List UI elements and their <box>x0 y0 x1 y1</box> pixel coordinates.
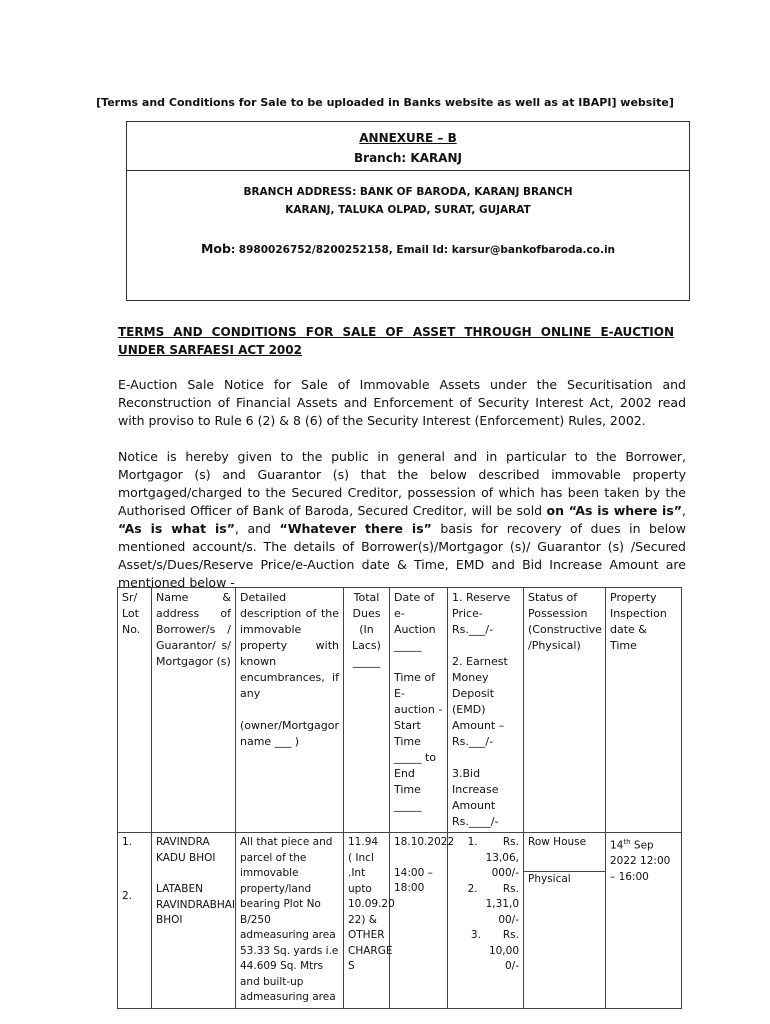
cell-inspection <box>606 833 682 1009</box>
table-header-row <box>118 588 682 833</box>
inspection-rest: Sep 2022 12:00 – 16:00 <box>610 839 671 883</box>
terms-heading: TERMS AND CONDITIONS FOR SALE OF ASSET THROUGH ONLINE E-AUCTION UNDER SARFAESI ACT 2002 <box>118 325 674 357</box>
inspection-sup: th <box>623 838 631 846</box>
header-emd: 2. Earnest Money Deposit (EMD) Amount – Rs.___/- <box>452 655 508 748</box>
header-dues: Total Dues (In Lacs) _____ <box>344 588 390 833</box>
notice-text-a: Notice is hereby given to the public in general and in particular to the Borrower, Mortgagor (s) and Guarantor (s) that the below described immovable property mortgaged/charged to the Secured Creditor, possession of which has been taken by the Authorised Officer of Bank of Baroda, Secured Creditor, will be sold <box>118 449 686 518</box>
reserve-item <box>452 835 519 882</box>
header-status: Status of Possession (Constructive /Physical) <box>524 588 606 833</box>
notice-bold-2: “As is what is” <box>118 521 235 536</box>
cell-status <box>524 833 606 1009</box>
reserve-value: Rs. 13,06, 000/- <box>485 836 520 879</box>
sr-2: 2. <box>122 889 133 902</box>
annexure-title: ANNEXURE – B <box>359 131 457 145</box>
auction-date: 18.10.2022 <box>394 836 455 848</box>
emd-num: 2. <box>467 882 478 895</box>
auction-time: 14:00 – 18:00 <box>394 866 433 894</box>
header-detail <box>236 588 344 833</box>
bid-item <box>452 928 519 975</box>
notice-text-c2: , and <box>234 521 280 536</box>
header-detail-owner: (owner/Mortgagor name ___ ) <box>240 719 339 748</box>
emd-item <box>452 882 519 929</box>
header-date <box>390 588 448 833</box>
table-row <box>118 833 682 1009</box>
status-possession: Physical <box>528 872 571 885</box>
auction-table <box>117 587 682 1009</box>
branch-address-line2: KARANJ, TALUKA OLPAD, SURAT, GUJARAT <box>285 204 531 216</box>
header-reserve: 1. Reserve Price- Rs.___/- <box>452 591 511 636</box>
notice-bold-3: “Whatever there is” <box>279 521 432 536</box>
notice-bold-1: on “As is where is” <box>546 503 683 518</box>
sr-1: 1. <box>122 836 133 848</box>
cell-sr <box>118 833 152 1009</box>
notice-text-d: basis for recovery of dues in below mentioned account/s. The details of Borrower(s)/Mortgagor (s)/ Guarantor (s) /Secured Asset/s/Dues/Reserve Price/e-Auction date & Time, EMD and Bid Increase Amount are mentioned below - <box>118 521 687 590</box>
branch-address-line1: BRANCH ADDRESS: BANK OF BARODA, KARANJ BRANCH <box>243 186 573 198</box>
bid-num: 3. <box>470 929 481 941</box>
cell-date <box>390 833 455 1009</box>
reserve-num: 1. <box>467 836 478 848</box>
mob-label: Mob <box>200 241 231 256</box>
notice-paragraph <box>118 448 686 592</box>
annexure-box <box>126 121 690 301</box>
header-bid: 3.Bid Increase Amount Rs.____/- <box>452 767 499 828</box>
bid-value: Rs. 10,00 0/- <box>488 929 519 972</box>
header-amounts <box>448 588 524 833</box>
status-type: Row House <box>528 836 587 848</box>
cell-amounts <box>448 833 524 1009</box>
mob-value: : 8980026752/8200252158, Email Id: karsur@bankofbaroda.co.in <box>230 244 616 256</box>
cell-dues: 11.94 ( Incl .Int upto 10.09.20 22) & OTHER CHARGE S <box>344 833 390 1009</box>
annexure-divider <box>127 170 689 171</box>
header-sr: Sr/ Lot No. <box>118 588 152 833</box>
upload-note: [Terms and Conditions for Sale to be uploaded in Banks website as well as at IBAPI] website] <box>96 96 674 109</box>
header-detail-text: Detailed description of the immovable property with known encumbrances, if any <box>240 591 339 700</box>
cell-detail: All that piece and parcel of the immovable property/land bearing Plot No B/250 admeasuring area 53.33 Sq. yards i.e 44.609 Sq. Mtrs and built-up admeasuring area <box>236 833 344 1009</box>
header-inspection: Property Inspection date & Time <box>606 588 682 833</box>
notice-text-c1: , <box>682 503 686 518</box>
emd-value: Rs. 1,31,0 00/- <box>485 882 520 926</box>
borrower-1: RAVINDRA KADU BHOI <box>156 836 216 864</box>
inspection-day: 14 <box>610 839 624 852</box>
intro-paragraph: E-Auction Sale Notice for Sale of Immovable Assets under the Securitisation and Reconstruction of Financial Assets and Enforcement of Security Interest Act, 2002 read with proviso to Rule 6 (2) & 8 (6) of the Security Interest (Enforcement) Rules, 2002. <box>118 377 686 428</box>
borrower-2: LATABEN RAVINDRABHAI BHOI <box>156 883 236 926</box>
header-date-time: Time of E-auction - Start Time _____ to End Time _____ <box>394 671 443 812</box>
cell-name <box>152 833 236 1009</box>
header-date-text: Date of e-Auction _____ <box>394 591 436 652</box>
contact-line <box>127 241 689 256</box>
branch-name: Branch: KARANJ <box>354 151 462 165</box>
header-name: Name & address of Borrower/s / Guarantor/ s/ Mortgagor (s) <box>152 588 236 833</box>
